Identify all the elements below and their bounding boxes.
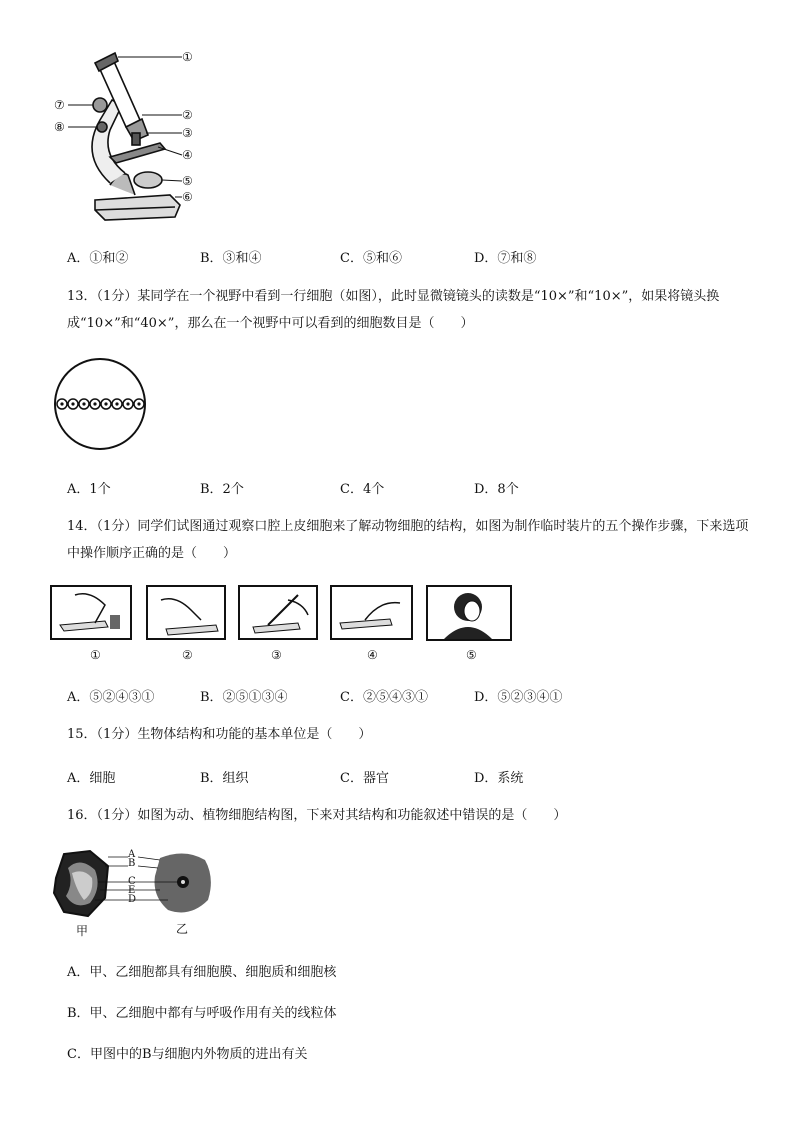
- step-2-image: [146, 585, 226, 640]
- step-4-label: ④: [367, 648, 378, 662]
- q13-option-d[interactable]: D．8个: [474, 482, 519, 497]
- q13-option-c[interactable]: C．4个: [340, 482, 385, 497]
- q13-question: 13．（1分）某同学在一个视野中看到一行细胞（如图），此时显微镜镜头的读数是“10×”和“10×”，如果将镜头换成“10×”和“40×”，那么在一个视野中可以看到的细胞数目是（ ）: [67, 289, 720, 331]
- q16-question: 16．（1分）如图为动、植物细胞结构图，下来对其结构和功能叙述中错误的是（ ）: [67, 808, 567, 823]
- microscope-label-3: ③: [182, 126, 193, 140]
- q12-option-c[interactable]: C．⑤和⑥: [340, 251, 402, 266]
- cell-letter-a: A: [128, 849, 136, 860]
- q15-option-a[interactable]: A．细胞: [67, 771, 116, 786]
- cell-letter-e: E: [128, 885, 136, 896]
- cell-letter-b: B: [128, 858, 136, 869]
- microscope-label-7: ⑦: [54, 98, 65, 112]
- q16-option-c[interactable]: C．甲图中的B与细胞内外物质的进出有关: [67, 1047, 308, 1062]
- q14-question: 14．（1分）同学们试图通过观察口腔上皮细胞来了解动物细胞的结构，如图为制作临时装片的五个操作步骤，下来选项中操作顺序正确的是（ ）: [67, 519, 749, 561]
- cell-letter-c: C: [128, 876, 136, 887]
- q16-option-a[interactable]: A．甲、乙细胞都具有细胞膜、细胞质和细胞核: [67, 965, 337, 980]
- q15-option-d[interactable]: D．系统: [474, 771, 524, 786]
- step-5-image: [426, 585, 512, 641]
- q12-option-b[interactable]: B．③和④: [200, 251, 262, 266]
- step-2-label: ②: [182, 648, 193, 662]
- microscope-label-1: ①: [182, 50, 193, 64]
- animal-cell-label: 乙: [176, 922, 189, 936]
- q12-option-d[interactable]: D．⑦和⑧: [474, 251, 537, 266]
- q14-option-b[interactable]: B．②⑤①③④: [200, 690, 288, 705]
- microscope-label-2: ②: [182, 108, 193, 122]
- microscope-label-8: ⑧: [54, 120, 65, 134]
- microscope-figure: [50, 45, 230, 225]
- q12-option-a[interactable]: A．①和②: [67, 251, 129, 266]
- microscope-label-5: ⑤: [182, 174, 193, 188]
- cell-letter-d: D: [128, 894, 137, 905]
- step-4-image: [330, 585, 413, 640]
- microscope-label-4: ④: [182, 148, 193, 162]
- q14-option-c[interactable]: C．②⑤④③①: [340, 690, 428, 705]
- q15-option-b[interactable]: B．组织: [200, 771, 249, 786]
- step-3-image: [238, 585, 318, 640]
- q13-option-b[interactable]: B．2个: [200, 482, 244, 497]
- field-of-view-figure: [52, 356, 148, 452]
- q15-option-c[interactable]: C．器官: [340, 771, 389, 786]
- q14-option-a[interactable]: A．⑤②④③①: [67, 690, 155, 705]
- microscope-label-6: ⑥: [182, 190, 193, 204]
- step-5-label: ⑤: [466, 648, 477, 662]
- q13-option-a[interactable]: A．1个: [67, 482, 111, 497]
- q16-option-b[interactable]: B．甲、乙细胞中都有与呼吸作用有关的线粒体: [67, 1006, 337, 1021]
- plant-cell-label: 甲: [76, 924, 89, 938]
- step-1-image: [50, 585, 132, 640]
- step-3-label: ③: [271, 648, 282, 662]
- q15-question: 15．（1分）生物体结构和功能的基本单位是（ ）: [67, 727, 372, 742]
- q14-option-d[interactable]: D．⑤②③④①: [474, 690, 563, 705]
- step-1-label: ①: [90, 648, 101, 662]
